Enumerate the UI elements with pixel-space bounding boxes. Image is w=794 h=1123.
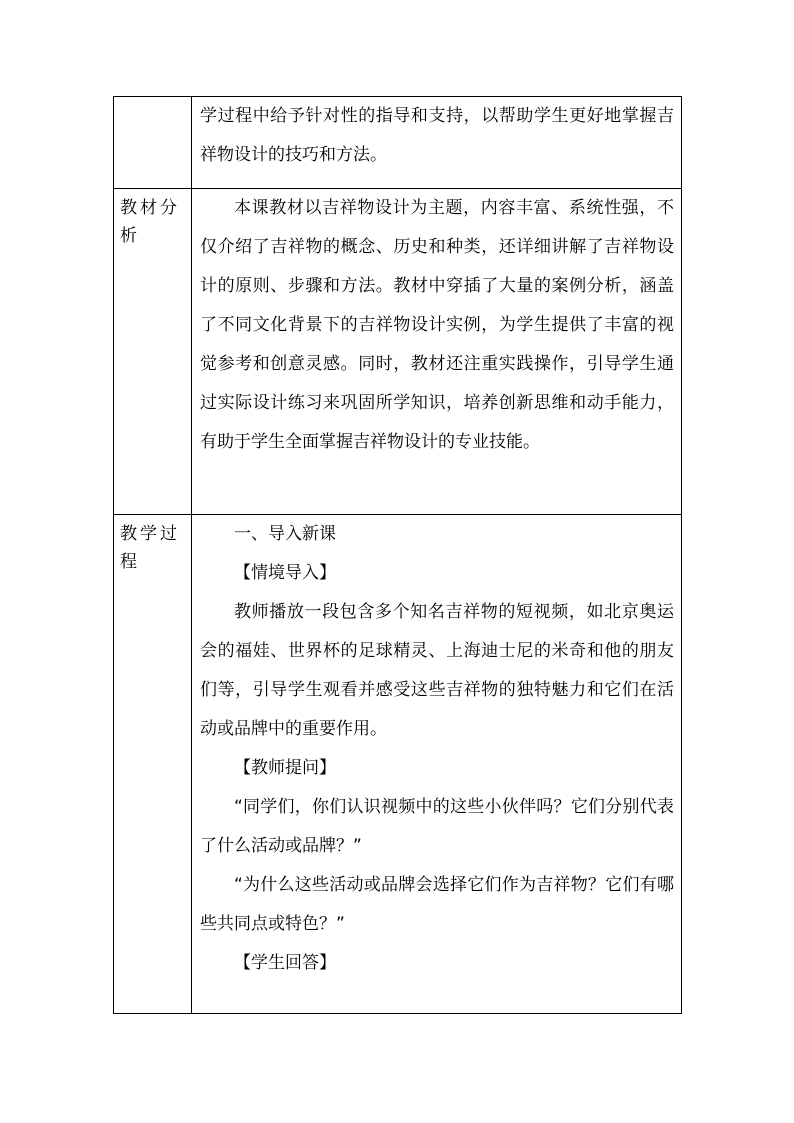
- paragraph: 学过程中给予针对性的指导和支持，以帮助学生更好地掌握吉祥物设计的技巧和方法。: [200, 106, 674, 165]
- label-cell-textbook-analysis: [114, 189, 192, 515]
- section-heading: 一、导入新课: [234, 524, 336, 544]
- subheading-student-answer: 【学生回答】: [234, 953, 336, 973]
- subheading-situation-intro: 【情境导入】: [234, 563, 336, 583]
- table-row-teaching-process: [114, 515, 682, 1014]
- label-cell-teaching-process: [114, 515, 192, 1014]
- label-cell-empty: [114, 97, 192, 189]
- paragraph: 教师播放一段包含多个知名吉祥物的短视频，如北京奥运会的福娃、世界杯的足球精灵、上海迪士尼的米奇和他的朋友们等，引导学生观看并感受这些吉祥物的独特魅力和它们在活动或品牌中的重要作用。: [200, 602, 674, 739]
- row-label: [114, 97, 191, 102]
- subheading-teacher-question: 【教师提问】: [234, 758, 336, 778]
- content-cell-continued: [192, 97, 682, 189]
- question-quote: “为什么这些活动或品牌会选择它们作为吉祥物？它们有哪些共同点或特色？”: [200, 875, 674, 934]
- table-row-continued: [114, 97, 682, 189]
- table-row-textbook-analysis: [114, 189, 682, 515]
- content-cell-teaching-process: [192, 515, 682, 1014]
- lesson-plan-table: [113, 96, 682, 1014]
- row-label: 教学过程: [120, 524, 180, 572]
- question-quote: “同学们，你们认识视频中的这些小伙伴吗？它们分别代表了什么活动或品牌？”: [200, 797, 674, 856]
- row-label: 教材分析: [120, 198, 180, 246]
- paragraph: 本课教材以吉祥物设计为主题，内容丰富、系统性强，不仅介绍了吉祥物的概念、历史和种类，还详细讲解了吉祥物设计的原则、步骤和方法。教材中穿插了大量的案例分析，涵盖了不同文化背景下的吉祥物设计实例，为学生提供了丰富的视觉参考和创意灵感。同时，教材还注重实践操作，引导学生通过实际设计练习来巩固所学知识，培养创新思维和动手能力，有助于学生全面掌握吉祥物设计的专业技能。: [200, 198, 674, 452]
- content-cell-textbook-analysis: [192, 189, 682, 515]
